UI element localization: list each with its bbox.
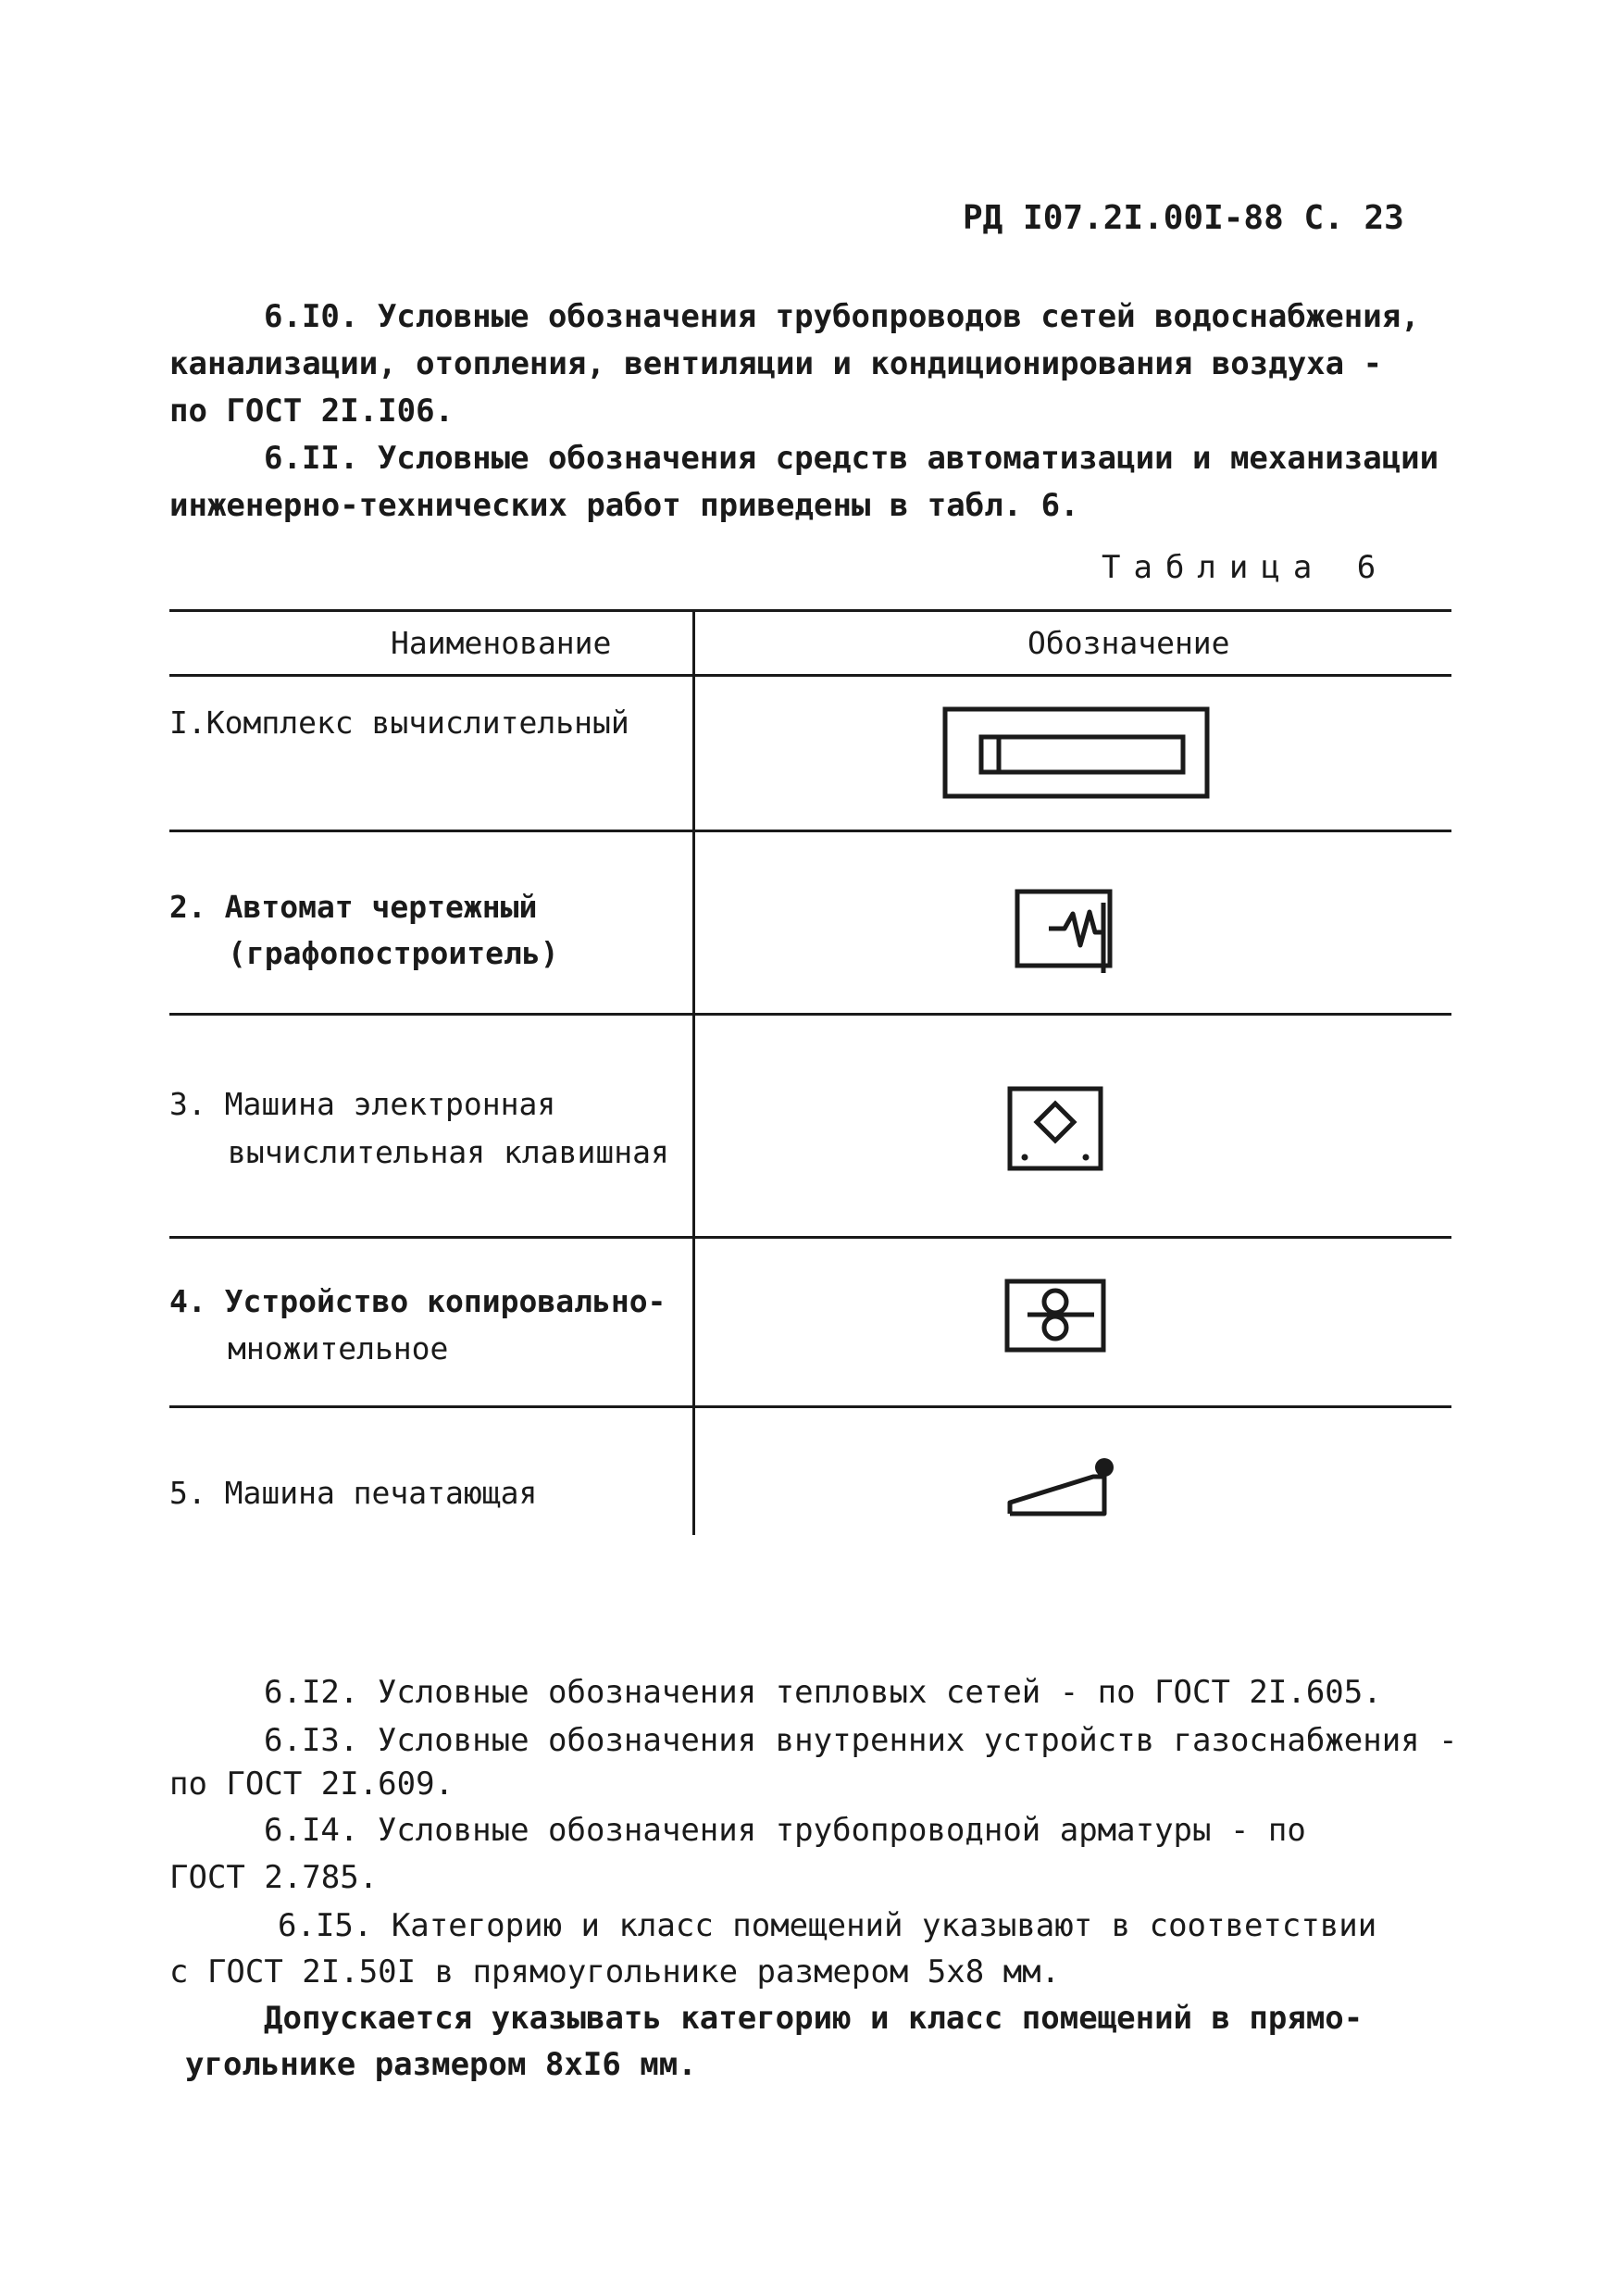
- paragraph-allowance-line-2: угольнике размером 8хI6 мм.: [185, 2046, 697, 2083]
- paragraph-6-14-line-2: ГОСТ 2.785.: [169, 1859, 379, 1896]
- paragraph-6-10-line-3: по ГОСТ 2I.I06.: [169, 393, 455, 430]
- row-1-name: I.Комплекс вычислительный: [169, 705, 629, 741]
- table-row-divider: [169, 1405, 1451, 1408]
- keyboard-computer-symbol: [1004, 1083, 1106, 1176]
- paragraph-6-15-line-1: 6.I5. Категорию и класс помещений указывают в соответствии: [278, 1907, 1377, 1944]
- paragraph-6-13-line-1: 6.I3. Условные обозначения внутренних устройств газоснабжения -: [264, 1722, 1458, 1759]
- computing-complex-symbol: [940, 704, 1217, 805]
- paragraph-6-13-line-2: по ГОСТ 2I.609.: [169, 1766, 455, 1803]
- row-5-name: 5. Машина печатающая: [169, 1475, 538, 1511]
- col-header-name: Наименование: [391, 625, 612, 661]
- row-3-name-line-2: вычислительная клавишная: [228, 1134, 669, 1170]
- paragraph-6-10-line-2: канализации, отопления, вентиляции и кондиционирования воздуха -: [169, 345, 1383, 382]
- copier-symbol: [1002, 1276, 1113, 1359]
- page-header: РД I07.2I.00I-88 С. 23: [963, 199, 1404, 237]
- row-4-name-line-1: 4. Устройство копировально-: [169, 1283, 666, 1319]
- table-column-divider: [692, 609, 695, 1535]
- paragraph-6-11-line-2: инженерно-технических работ приведены в табл. 6.: [169, 487, 1079, 524]
- table-row-divider: [169, 1013, 1451, 1016]
- row-2-name-line-2: (графопостроитель): [228, 935, 559, 971]
- row-2-name-line-1: 2. Автомат чертежный: [169, 889, 538, 925]
- table-caption: Таблица 6: [1102, 549, 1389, 586]
- col-header-symbol: Обозначение: [1027, 625, 1230, 661]
- paragraph-allowance-line-1: Допускается указывать категорию и класс помещений в прямо-: [264, 2000, 1364, 2037]
- table-top-border: [169, 609, 1451, 612]
- paragraph-6-10-line-1: 6.I0. Условные обозначения трубопроводов сетей водоснабжения,: [264, 298, 1420, 335]
- row-4-name-line-2: множительное: [228, 1330, 449, 1366]
- plotter-symbol: [1014, 884, 1125, 977]
- printer-symbol: [1004, 1449, 1125, 1523]
- paragraph-6-11-line-1: 6.II. Условные обозначения средств автоматизации и механизации: [264, 440, 1439, 477]
- table-row-divider: [169, 1236, 1451, 1239]
- table-header-divider: [169, 674, 1451, 677]
- row-3-name-line-1: 3. Машина электронная: [169, 1086, 556, 1122]
- table-row-divider: [169, 830, 1451, 832]
- paragraph-6-15-line-2: с ГОСТ 2I.50I в прямоугольнике размером 5х8 мм.: [169, 1953, 1061, 1990]
- paragraph-6-12: 6.I2. Условные обозначения тепловых сетей - по ГОСТ 2I.605.: [264, 1674, 1382, 1711]
- paragraph-6-14-line-1: 6.I4. Условные обозначения трубопроводной арматуры - по: [264, 1812, 1306, 1849]
